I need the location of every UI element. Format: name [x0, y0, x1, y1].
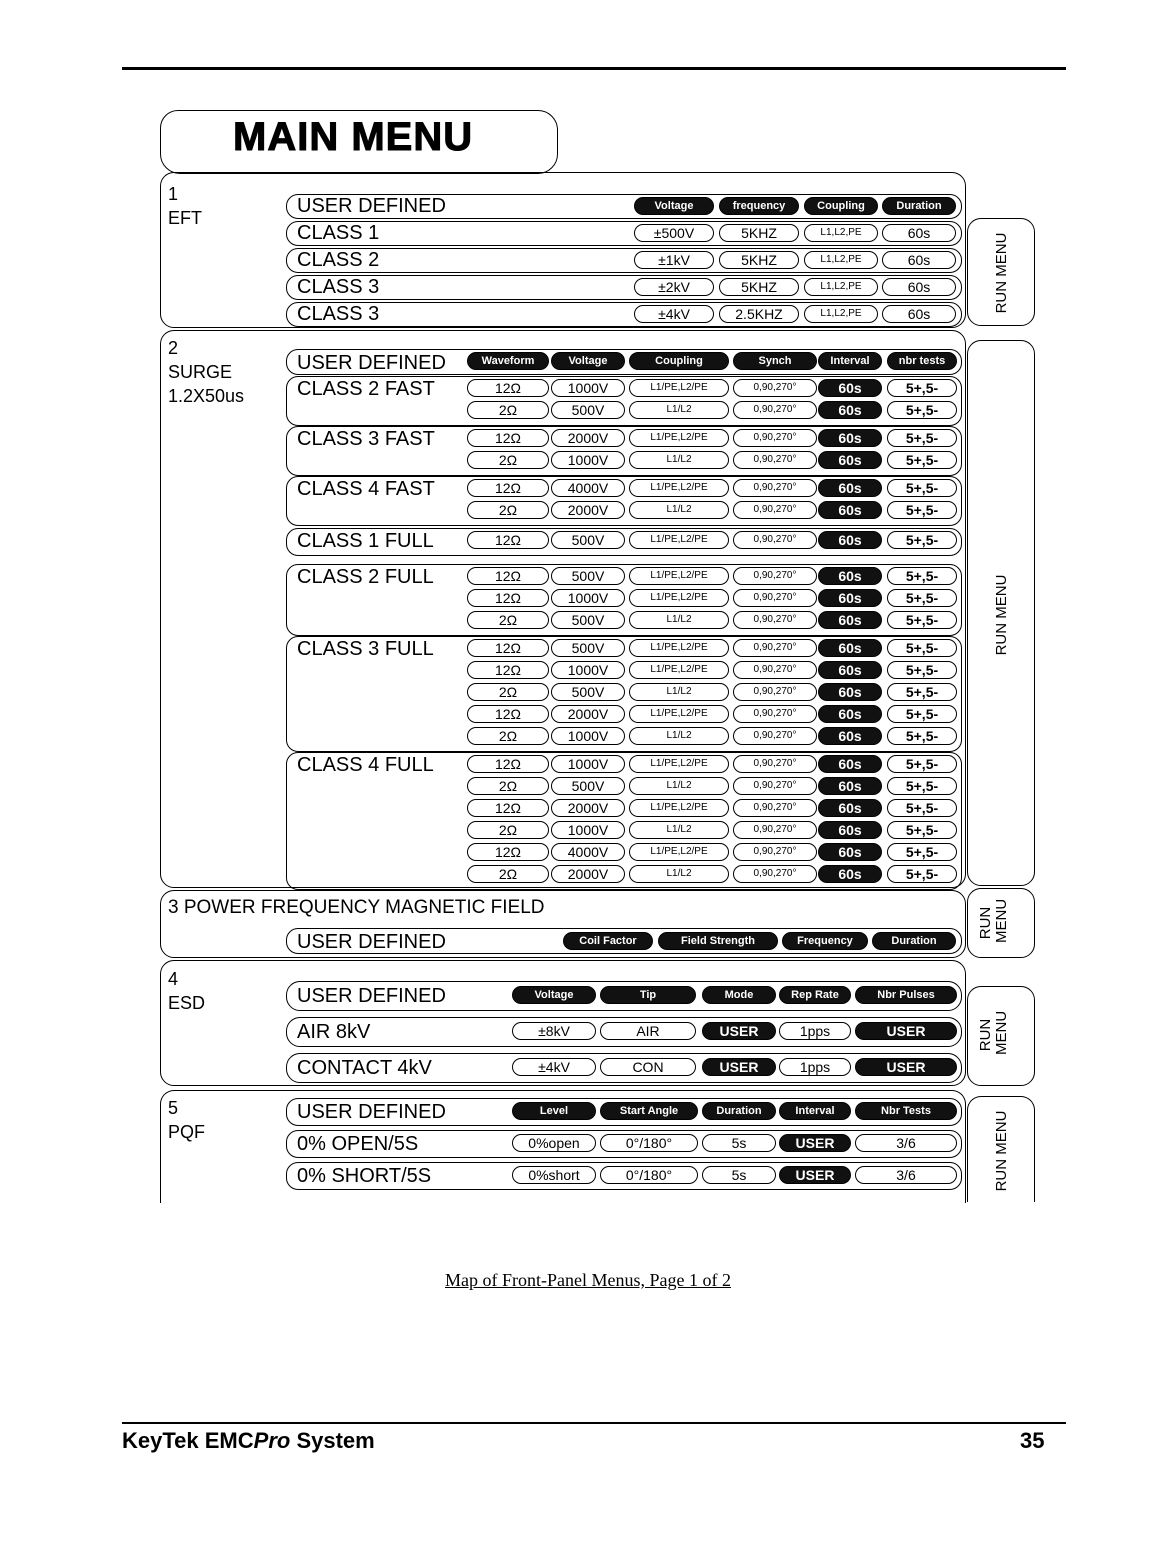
surge-value-pill[interactable]: 5+,5- [887, 843, 957, 861]
surge-value-pill[interactable]: 60s [818, 821, 882, 839]
surge-value-pill[interactable]: L1/PE,L2/PE [629, 843, 729, 861]
eft-header-pill: Coupling [804, 197, 878, 215]
surge-header-pill: Voltage [551, 352, 625, 370]
eft-value-pill[interactable]: 5KHZ [719, 224, 799, 242]
surge-value-pill[interactable]: 60s [818, 401, 882, 419]
esd-number: 4 [168, 969, 179, 989]
surge-value-pill[interactable]: 0,90,270° [733, 401, 817, 419]
surge-group-label: CLASS 4 FULL [297, 754, 434, 776]
surge-header-pill: Waveform [467, 352, 549, 370]
surge-value-pill[interactable]: 5+,5- [887, 611, 957, 629]
surge-value-pill[interactable]: 12Ω [467, 705, 549, 723]
surge-value-pill[interactable]: 12Ω [467, 479, 549, 497]
eft-value-pill[interactable]: L1,L2,PE [804, 305, 878, 323]
eft-value-pill[interactable]: ±500V [634, 224, 714, 242]
surge-value-pill[interactable]: 60s [818, 705, 882, 723]
surge-value-pill[interactable]: 5+,5- [887, 661, 957, 679]
surge-value-pill[interactable]: 5+,5- [887, 727, 957, 745]
surge-value-pill[interactable]: 0,90,270° [733, 639, 817, 657]
pfmf-user-defined-label: USER DEFINED [297, 931, 446, 953]
surge-waveform: 1.2X50us [168, 386, 245, 406]
eft-name: EFT [168, 208, 202, 228]
pqf-value-pill[interactable]: 5s [702, 1134, 776, 1152]
surge-run-menu-label: RUN MENU [993, 574, 1010, 656]
eft-row-label: CLASS 3 [297, 303, 380, 325]
eft-value-pill[interactable]: 60s [882, 278, 956, 296]
surge-value-pill[interactable]: L1/L2 [629, 777, 729, 795]
surge-value-pill[interactable]: 5+,5- [887, 683, 957, 701]
pqf-header-pill: Start Angle [600, 1102, 698, 1120]
surge-value-pill[interactable]: 5+,5- [887, 379, 957, 397]
eft-run-menu-label: RUN MENU [993, 232, 1010, 314]
pqf-run-menu-label: RUN MENU [993, 1110, 1010, 1192]
eft-value-pill[interactable]: 5KHZ [719, 251, 799, 269]
surge-value-pill[interactable]: 500V [551, 401, 625, 419]
surge-header-pill: Interval [818, 352, 882, 370]
eft-value-pill[interactable]: 60s [882, 251, 956, 269]
eft-number: 1 [168, 184, 179, 204]
esd-value-pill[interactable]: USER [855, 1022, 957, 1040]
surge-value-pill[interactable]: 500V [551, 531, 625, 549]
surge-value-pill[interactable]: 500V [551, 777, 625, 795]
surge-value-pill[interactable]: 1000V [551, 755, 625, 773]
surge-value-pill[interactable]: 2Ω [467, 821, 549, 839]
pqf-header-pill: Interval [779, 1102, 851, 1120]
surge-value-pill[interactable]: 0,90,270° [733, 755, 817, 773]
pfmf-header-pill: Duration [872, 932, 956, 950]
surge-value-pill[interactable]: L1/PE,L2/PE [629, 567, 729, 585]
surge-value-pill[interactable]: 5+,5- [887, 705, 957, 723]
eft-value-pill[interactable]: ±1kV [634, 251, 714, 269]
surge-value-pill[interactable]: 0,90,270° [733, 611, 817, 629]
pfmf-run-label: RUN [977, 906, 994, 940]
surge-value-pill[interactable]: 12Ω [467, 589, 549, 607]
footer-product-italic: Pro [253, 1428, 291, 1453]
page-title: MAIN MENU [233, 115, 474, 159]
esd-header-pill: Mode [702, 986, 776, 1004]
eft-header-pill: Duration [882, 197, 956, 215]
surge-value-pill[interactable]: 12Ω [467, 843, 549, 861]
esd-header-pill: Voltage [512, 986, 596, 1004]
surge-value-pill[interactable]: 500V [551, 567, 625, 585]
pqf-value-pill[interactable]: 0°/180° [600, 1166, 698, 1184]
surge-value-pill[interactable]: 0,90,270° [733, 501, 817, 519]
eft-value-pill[interactable]: L1,L2,PE [804, 278, 878, 296]
surge-group-label: CLASS 2 FAST [297, 378, 435, 400]
surge-value-pill[interactable]: 12Ω [467, 429, 549, 447]
surge-value-pill[interactable]: 2Ω [467, 727, 549, 745]
esd-name: ESD [168, 993, 206, 1013]
surge-value-pill[interactable]: 2000V [551, 799, 625, 817]
surge-value-pill[interactable]: 5+,5- [887, 479, 957, 497]
surge-value-pill[interactable]: 2Ω [467, 501, 549, 519]
eft-value-pill[interactable]: L1,L2,PE [804, 224, 878, 242]
surge-value-pill[interactable]: L1/L2 [629, 401, 729, 419]
surge-value-pill[interactable]: 60s [818, 661, 882, 679]
pqf-value-pill[interactable]: 3/6 [855, 1134, 957, 1152]
surge-value-pill[interactable]: 60s [818, 479, 882, 497]
surge-value-pill[interactable]: 0,90,270° [733, 821, 817, 839]
surge-value-pill[interactable]: 5+,5- [887, 777, 957, 795]
top-rule [122, 67, 1066, 70]
pfmf-run-menu-button[interactable] [967, 888, 1035, 958]
eft-value-pill[interactable]: 2.5KHZ [719, 305, 799, 323]
main-menu-title-box [160, 110, 558, 174]
surge-value-pill[interactable]: 2000V [551, 429, 625, 447]
surge-value-pill[interactable]: 0,90,270° [733, 429, 817, 447]
eft-value-pill[interactable]: ±4kV [634, 305, 714, 323]
esd-value-pill[interactable]: USER [702, 1022, 776, 1040]
surge-value-pill[interactable]: 0,90,270° [733, 531, 817, 549]
surge-value-pill[interactable]: 12Ω [467, 755, 549, 773]
eft-run-menu-button[interactable] [967, 218, 1035, 326]
surge-value-pill[interactable]: 2Ω [467, 401, 549, 419]
pqf-header-pill: Nbr Tests [855, 1102, 957, 1120]
surge-value-pill[interactable]: 0,90,270° [733, 589, 817, 607]
surge-value-pill[interactable]: 0,90,270° [733, 479, 817, 497]
surge-value-pill[interactable]: 1000V [551, 589, 625, 607]
eft-value-pill[interactable]: 60s [882, 305, 956, 323]
surge-value-pill[interactable]: 2000V [551, 865, 625, 883]
surge-value-pill[interactable]: 60s [818, 727, 882, 745]
surge-value-pill[interactable]: 0,90,270° [733, 705, 817, 723]
eft-value-pill[interactable]: 5KHZ [719, 278, 799, 296]
eft-row-label: CLASS 1 [297, 222, 380, 244]
footer-product-suffix: System [290, 1428, 375, 1453]
esd-row-label: USER DEFINED [297, 985, 446, 1007]
surge-value-pill[interactable]: 5+,5- [887, 501, 957, 519]
pfmf-header-pill: Frequency [782, 932, 868, 950]
eft-row-label: CLASS 3 [297, 276, 380, 298]
surge-value-pill[interactable]: 60s [818, 799, 882, 817]
surge-value-pill[interactable]: 500V [551, 639, 625, 657]
surge-value-pill[interactable]: 1000V [551, 379, 625, 397]
surge-group-label: CLASS 3 FAST [297, 428, 435, 450]
surge-value-pill[interactable]: L1/PE,L2/PE [629, 755, 729, 773]
surge-value-pill[interactable]: L1/L2 [629, 821, 729, 839]
esd-row-label: CONTACT 4kV [297, 1057, 432, 1079]
surge-value-pill[interactable]: 2Ω [467, 865, 549, 883]
figure-caption: Map of Front-Panel Menus, Page 1 of 2 [445, 1270, 731, 1290]
surge-value-pill[interactable]: L1/L2 [629, 727, 729, 745]
surge-value-pill[interactable]: 2Ω [467, 777, 549, 795]
surge-value-pill[interactable]: 12Ω [467, 639, 549, 657]
footer-product-prefix: KeyTek EMC [122, 1428, 254, 1453]
esd-run-label: RUN [977, 1018, 994, 1052]
surge-value-pill[interactable]: 5+,5- [887, 639, 957, 657]
surge-group-label: CLASS 1 FULL [297, 530, 434, 552]
bottom-rule [122, 1422, 1066, 1424]
surge-value-pill[interactable]: 0,90,270° [733, 843, 817, 861]
surge-value-pill[interactable]: 1000V [551, 451, 625, 469]
eft-value-pill[interactable]: 60s [882, 224, 956, 242]
surge-value-pill[interactable]: 500V [551, 683, 625, 701]
surge-value-pill[interactable]: 0,90,270° [733, 727, 817, 745]
surge-value-pill[interactable]: 5+,5- [887, 567, 957, 585]
surge-value-pill[interactable]: 5+,5- [887, 429, 957, 447]
surge-value-pill[interactable]: 12Ω [467, 799, 549, 817]
esd-value-pill[interactable]: AIR [600, 1022, 696, 1040]
footer-product [122, 1428, 375, 1454]
pqf-value-pill[interactable]: 3/6 [855, 1166, 957, 1184]
esd-value-pill[interactable]: USER [855, 1058, 957, 1076]
surge-value-pill[interactable]: 60s [818, 531, 882, 549]
surge-value-pill[interactable]: 5+,5- [887, 821, 957, 839]
surge-value-pill[interactable]: 5+,5- [887, 799, 957, 817]
pqf-header-pill: Level [512, 1102, 596, 1120]
pfmf-header-pill: Field Strength [658, 932, 778, 950]
surge-value-pill[interactable]: 60s [818, 611, 882, 629]
surge-value-pill[interactable]: 2Ω [467, 451, 549, 469]
surge-value-pill[interactable]: 0,90,270° [733, 683, 817, 701]
surge-value-pill[interactable]: 60s [818, 501, 882, 519]
esd-value-pill[interactable]: ±8kV [512, 1022, 596, 1040]
surge-value-pill[interactable]: 60s [818, 451, 882, 469]
pqf-value-pill[interactable]: 0%open [512, 1134, 596, 1152]
surge-value-pill[interactable]: 60s [818, 683, 882, 701]
esd-header-pill: Tip [600, 986, 696, 1004]
pfmf-title: 3 POWER FREQUENCY MAGNETIC FIELD [168, 897, 545, 918]
surge-value-pill[interactable]: 60s [818, 777, 882, 795]
pqf-header-pill: Duration [702, 1102, 776, 1120]
surge-value-pill[interactable]: 0,90,270° [733, 451, 817, 469]
surge-value-pill[interactable]: 12Ω [467, 567, 549, 585]
page-number: 35 [1020, 1428, 1045, 1453]
surge-value-pill[interactable]: 5+,5- [887, 865, 957, 883]
pqf-value-pill[interactable]: USER [779, 1134, 851, 1152]
surge-value-pill[interactable]: 4000V [551, 843, 625, 861]
surge-value-pill[interactable]: L1/L2 [629, 611, 729, 629]
pqf-row-label: 0% OPEN/5S [297, 1133, 419, 1155]
surge-value-pill[interactable]: L1/PE,L2/PE [629, 705, 729, 723]
eft-value-pill[interactable]: ±2kV [634, 278, 714, 296]
surge-value-pill[interactable]: 60s [818, 843, 882, 861]
esd-value-pill[interactable]: ±4kV [512, 1058, 596, 1076]
surge-value-pill[interactable]: L1/PE,L2/PE [629, 589, 729, 607]
esd-value-pill[interactable]: USER [702, 1058, 776, 1076]
pfmf-menu-label: MENU [993, 898, 1010, 943]
pqf-value-pill[interactable]: 0°/180° [600, 1134, 698, 1152]
pqf-name: PQF [168, 1122, 206, 1142]
surge-value-pill[interactable]: 60s [818, 589, 882, 607]
surge-value-pill[interactable]: 0,90,270° [733, 661, 817, 679]
pqf-row-label: USER DEFINED [297, 1101, 446, 1123]
eft-header-pill: Voltage [634, 197, 714, 215]
eft-row-label: CLASS 2 [297, 249, 380, 271]
surge-value-pill[interactable]: 1000V [551, 821, 625, 839]
surge-value-pill[interactable]: 4000V [551, 479, 625, 497]
surge-value-pill[interactable]: 2Ω [467, 683, 549, 701]
pfmf-header-pill: Coil Factor [563, 932, 653, 950]
surge-name: SURGE [168, 362, 233, 382]
surge-value-pill[interactable]: 2000V [551, 501, 625, 519]
surge-value-pill[interactable]: 1000V [551, 661, 625, 679]
surge-value-pill[interactable]: 2000V [551, 705, 625, 723]
surge-value-pill[interactable]: 60s [818, 865, 882, 883]
surge-number: 2 [168, 338, 179, 358]
surge-value-pill[interactable]: L1/PE,L2/PE [629, 639, 729, 657]
surge-header-pill: nbr tests [887, 352, 957, 370]
surge-header-pill: Coupling [629, 352, 729, 370]
pqf-value-pill[interactable]: 5s [702, 1166, 776, 1184]
surge-value-pill[interactable]: 5+,5- [887, 589, 957, 607]
surge-header-pill: Synch [733, 352, 817, 370]
surge-value-pill[interactable]: 2Ω [467, 611, 549, 629]
surge-value-pill[interactable]: 0,90,270° [733, 567, 817, 585]
surge-value-pill[interactable]: 5+,5- [887, 531, 957, 549]
esd-row-label: AIR 8kV [297, 1021, 371, 1043]
surge-value-pill[interactable]: 60s [818, 429, 882, 447]
surge-value-pill[interactable]: 5+,5- [887, 755, 957, 773]
surge-value-pill[interactable]: 60s [818, 379, 882, 397]
surge-value-pill[interactable]: 5+,5- [887, 451, 957, 469]
surge-value-pill[interactable]: 0,90,270° [733, 777, 817, 795]
surge-value-pill[interactable]: 0,90,270° [733, 379, 817, 397]
eft-value-pill[interactable]: L1,L2,PE [804, 251, 878, 269]
surge-value-pill[interactable]: L1/PE,L2/PE [629, 531, 729, 549]
surge-value-pill[interactable]: 1000V [551, 727, 625, 745]
esd-value-pill[interactable]: 1pps [779, 1022, 851, 1040]
esd-header-pill: Rep Rate [779, 986, 851, 1004]
surge-value-pill[interactable]: L1/PE,L2/PE [629, 379, 729, 397]
surge-value-pill[interactable]: L1/PE,L2/PE [629, 799, 729, 817]
surge-value-pill[interactable]: L1/L2 [629, 865, 729, 883]
surge-value-pill[interactable]: L1/PE,L2/PE [629, 661, 729, 679]
surge-value-pill[interactable]: L1/L2 [629, 683, 729, 701]
eft-header-pill: frequency [719, 197, 799, 215]
esd-menu-label: MENU [993, 1010, 1010, 1055]
esd-value-pill[interactable]: CON [600, 1058, 696, 1076]
eft-row-label: USER DEFINED [297, 195, 446, 217]
surge-value-pill[interactable]: L1/PE,L2/PE [629, 479, 729, 497]
surge-value-pill[interactable]: 0,90,270° [733, 865, 817, 883]
surge-value-pill[interactable]: L1/PE,L2/PE [629, 429, 729, 447]
surge-group-label: CLASS 3 FULL [297, 638, 434, 660]
pqf-row-label: 0% SHORT/5S [297, 1165, 432, 1187]
pqf-value-pill[interactable]: 0%short [512, 1166, 596, 1184]
surge-value-pill[interactable]: 0,90,270° [733, 799, 817, 817]
surge-value-pill[interactable]: 12Ω [467, 531, 549, 549]
surge-value-pill[interactable]: 12Ω [467, 379, 549, 397]
pqf-run-menu-button[interactable] [967, 1096, 1035, 1202]
pqf-value-pill[interactable]: USER [779, 1166, 851, 1184]
surge-value-pill[interactable]: 5+,5- [887, 401, 957, 419]
surge-value-pill[interactable]: 500V [551, 611, 625, 629]
surge-value-pill[interactable]: 60s [818, 639, 882, 657]
surge-group-label: CLASS 2 FULL [297, 566, 434, 588]
esd-run-menu-button[interactable] [967, 986, 1035, 1086]
surge-group-label: CLASS 4 FAST [297, 478, 435, 500]
esd-header-pill: Nbr Pulses [855, 986, 957, 1004]
pqf-number: 5 [168, 1098, 179, 1118]
surge-value-pill[interactable]: 12Ω [467, 661, 549, 679]
surge-run-menu-button[interactable] [967, 340, 1035, 886]
esd-value-pill[interactable]: 1pps [779, 1058, 851, 1076]
surge-value-pill[interactable]: 60s [818, 755, 882, 773]
surge-user-defined-label: USER DEFINED [297, 352, 446, 374]
surge-value-pill[interactable]: L1/L2 [629, 451, 729, 469]
surge-value-pill[interactable]: L1/L2 [629, 501, 729, 519]
surge-value-pill[interactable]: 60s [818, 567, 882, 585]
